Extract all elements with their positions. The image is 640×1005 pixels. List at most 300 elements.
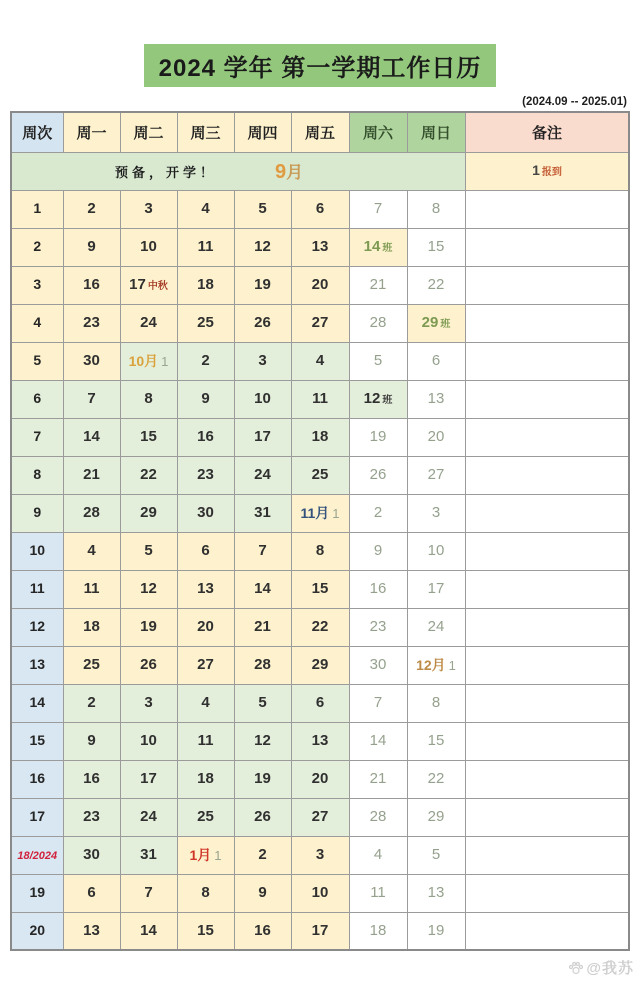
cell-text: 29 xyxy=(421,314,439,331)
cell-text: 18 xyxy=(197,276,214,293)
cell-text: 20 xyxy=(311,276,329,293)
cell-text: 6 xyxy=(315,200,325,217)
cell-text: 29 xyxy=(140,504,157,521)
remark-cell xyxy=(465,722,629,760)
day-cell xyxy=(407,760,465,798)
cell-text: 20 xyxy=(29,921,46,938)
week-number-cell xyxy=(11,798,63,836)
day-cell xyxy=(234,532,291,570)
day-cell xyxy=(234,760,291,798)
day-cell xyxy=(349,380,407,418)
day-cell xyxy=(63,836,120,874)
day-cell xyxy=(120,532,177,570)
cell-text: 11 xyxy=(312,390,328,407)
day-cell xyxy=(234,798,291,836)
header-week: 周次 xyxy=(11,112,63,152)
week-row-1 xyxy=(11,190,629,228)
day-cell xyxy=(349,722,407,760)
cell-text: 7 xyxy=(144,884,153,901)
week-row-13 xyxy=(11,646,629,684)
cell-text: 11 xyxy=(197,732,214,749)
cell-text: 3 xyxy=(33,276,42,292)
week-row-7 xyxy=(11,418,629,456)
cell-text: 4 xyxy=(373,846,383,863)
cell-text: 报到 xyxy=(541,167,562,178)
day-cell xyxy=(120,760,177,798)
cell-text: 5 xyxy=(258,694,267,711)
watermark xyxy=(568,957,634,978)
day-cell xyxy=(234,722,291,760)
week-row-10 xyxy=(11,532,629,570)
day-cell xyxy=(407,722,465,760)
day-cell xyxy=(349,228,407,266)
cell-text: 4 xyxy=(87,542,96,559)
day-cell xyxy=(177,304,234,342)
day-cell xyxy=(407,532,465,570)
cell-text: 9 xyxy=(33,504,42,520)
cell-text: 15 xyxy=(140,428,157,445)
day-cell xyxy=(177,570,234,608)
day-cell xyxy=(407,646,465,684)
cell-text: 23 xyxy=(369,618,387,635)
day-cell xyxy=(291,190,349,228)
day-cell xyxy=(120,494,177,532)
day-cell xyxy=(177,190,234,228)
day-cell xyxy=(177,456,234,494)
day-cell xyxy=(407,874,465,912)
day-cell xyxy=(349,304,407,342)
day-cell xyxy=(63,190,120,228)
cell-text: 7 xyxy=(87,390,96,407)
cell-text: 17 xyxy=(254,428,271,445)
remark-cell xyxy=(465,760,629,798)
day-cell xyxy=(234,874,291,912)
day-cell xyxy=(120,228,177,266)
day-cell xyxy=(120,722,177,760)
day-cell xyxy=(177,760,234,798)
week-number-cell xyxy=(11,912,63,950)
cell-text: 18 xyxy=(83,618,100,635)
week-number-cell xyxy=(11,836,63,874)
remark-cell xyxy=(465,494,629,532)
day-cell xyxy=(63,722,120,760)
day-cell xyxy=(407,494,465,532)
day-cell xyxy=(120,418,177,456)
cell-text: 中秋 xyxy=(147,281,168,292)
day-cell xyxy=(234,190,291,228)
day-cell xyxy=(407,836,465,874)
day-cell xyxy=(177,646,234,684)
cell-text: 9 xyxy=(258,884,267,901)
day-cell xyxy=(177,418,234,456)
cell-text: 8 xyxy=(431,200,441,217)
cell-text: 班 xyxy=(382,243,393,254)
cell-text: 8 xyxy=(144,390,153,407)
cell-text: 14 xyxy=(83,428,100,445)
cell-text: 11 xyxy=(29,580,45,596)
cell-text: 3 xyxy=(258,352,267,369)
day-cell xyxy=(63,684,120,722)
cell-text: 17 xyxy=(311,921,329,939)
day-cell xyxy=(120,798,177,836)
week-row-18 xyxy=(11,836,629,874)
header-day-5: 周五 xyxy=(291,112,349,152)
cell-text: 24 xyxy=(140,808,157,825)
cell-text: 1 xyxy=(214,848,222,863)
day-cell xyxy=(177,722,234,760)
cell-text: 10月 xyxy=(128,353,159,369)
cell-text: 23 xyxy=(83,808,100,825)
cell-text: 3 xyxy=(144,694,153,711)
day-cell xyxy=(349,684,407,722)
cell-text: 17 xyxy=(29,808,46,824)
cell-text: 14 xyxy=(369,732,387,749)
cell-text: 21 xyxy=(369,276,387,293)
cell-text: 21 xyxy=(369,770,387,787)
day-cell xyxy=(291,912,349,950)
cell-text: 9 xyxy=(87,732,96,749)
cell-text: 27 xyxy=(427,466,445,483)
cell-text: 26 xyxy=(140,656,157,673)
day-cell xyxy=(291,684,349,722)
week-row-11 xyxy=(11,570,629,608)
remark-cell xyxy=(465,304,629,342)
day-cell xyxy=(407,190,465,228)
cell-text: 19 xyxy=(29,884,46,900)
cell-text: 25 xyxy=(197,314,214,331)
week-row-3 xyxy=(11,266,629,304)
cell-text: 5 xyxy=(33,352,42,368)
day-cell xyxy=(63,342,120,380)
day-cell xyxy=(63,380,120,418)
cell-text: 27 xyxy=(311,808,329,825)
cell-text: 17 xyxy=(129,276,146,293)
remark-cell xyxy=(465,608,629,646)
day-cell xyxy=(349,418,407,456)
cell-text: 22 xyxy=(427,770,445,787)
week-row-15 xyxy=(11,722,629,760)
week-row-17 xyxy=(11,798,629,836)
day-cell xyxy=(177,912,234,950)
cell-text: 28 xyxy=(83,504,100,521)
cell-text: 15 xyxy=(29,732,46,748)
day-cell xyxy=(63,912,120,950)
cell-text: 30 xyxy=(83,846,100,863)
paw-icon xyxy=(568,960,584,976)
week-row-8 xyxy=(11,456,629,494)
cell-text: 7 xyxy=(258,542,267,559)
day-cell xyxy=(234,608,291,646)
week-number-cell xyxy=(11,722,63,760)
cell-text: 7 xyxy=(373,694,383,711)
week-row-20 xyxy=(11,912,629,950)
day-cell xyxy=(349,456,407,494)
day-cell xyxy=(63,608,120,646)
cell-text: 8 xyxy=(201,884,210,901)
cell-text: 2 xyxy=(33,238,42,254)
cell-text: 5 xyxy=(431,846,441,863)
cell-text: 13 xyxy=(427,390,445,407)
cell-text: 13 xyxy=(311,238,329,255)
cell-text: 22 xyxy=(427,276,445,293)
day-cell xyxy=(291,418,349,456)
cell-text: 13 xyxy=(83,921,100,939)
week-row-5 xyxy=(11,342,629,380)
cell-text: 5 xyxy=(373,352,383,369)
day-cell xyxy=(407,684,465,722)
day-cell xyxy=(349,608,407,646)
day-cell xyxy=(234,494,291,532)
cell-text: 28 xyxy=(254,656,271,673)
day-cell xyxy=(63,532,120,570)
cell-text: 23 xyxy=(83,314,100,331)
day-cell xyxy=(177,266,234,304)
week-row-4 xyxy=(11,304,629,342)
day-cell xyxy=(234,266,291,304)
remark-cell xyxy=(465,798,629,836)
cell-text: 25 xyxy=(83,656,100,673)
cell-text: 4 xyxy=(33,314,42,330)
day-cell xyxy=(177,342,234,380)
day-cell xyxy=(291,532,349,570)
month-label-september: 9月 xyxy=(275,161,304,183)
cell-text: 20 xyxy=(311,770,329,787)
cell-text: 2 xyxy=(201,352,210,369)
cell-text: 10 xyxy=(140,238,157,255)
remark-cell xyxy=(465,836,629,874)
day-cell xyxy=(177,532,234,570)
cell-text: 21 xyxy=(254,618,271,635)
cell-text: 15 xyxy=(427,732,445,749)
cell-text: 10 xyxy=(140,732,157,749)
cell-text: 25 xyxy=(311,466,329,483)
cell-text: 27 xyxy=(197,656,214,673)
cell-text: 26 xyxy=(254,314,271,331)
cell-text: 1 xyxy=(332,506,340,521)
cell-text: 26 xyxy=(369,466,387,483)
day-cell xyxy=(234,342,291,380)
cell-text: 6 xyxy=(201,542,210,559)
calendar-table xyxy=(10,111,630,951)
cell-text: 10 xyxy=(254,390,271,407)
day-cell xyxy=(234,570,291,608)
sunday-report-cell xyxy=(465,152,629,190)
cell-text: 8 xyxy=(33,466,42,482)
cell-text: 19 xyxy=(427,921,445,939)
remark-cell xyxy=(465,532,629,570)
cell-text: 12 xyxy=(363,390,381,407)
day-cell xyxy=(120,304,177,342)
cell-text: 13 xyxy=(29,656,46,672)
cell-text: 16 xyxy=(29,770,46,786)
day-cell xyxy=(63,760,120,798)
header-day-4: 周四 xyxy=(234,112,291,152)
cell-text: 4 xyxy=(201,200,210,217)
cell-text: 29 xyxy=(427,808,445,825)
day-cell xyxy=(234,836,291,874)
month-banner-row xyxy=(11,152,629,190)
day-cell xyxy=(120,646,177,684)
cell-text: 31 xyxy=(140,846,157,863)
day-cell xyxy=(349,494,407,532)
remark-cell xyxy=(465,684,629,722)
day-cell xyxy=(234,228,291,266)
day-cell xyxy=(177,228,234,266)
cell-text: 12 xyxy=(254,732,271,749)
day-cell xyxy=(234,456,291,494)
cell-text: 12 xyxy=(29,618,46,634)
day-cell xyxy=(63,570,120,608)
day-cell xyxy=(349,532,407,570)
cell-text: 30 xyxy=(197,504,214,521)
day-cell xyxy=(234,912,291,950)
date-range: (2024.09 -- 2025.01) xyxy=(522,96,627,108)
cell-text: 13 xyxy=(197,580,214,597)
day-cell xyxy=(291,380,349,418)
cell-text: 16 xyxy=(83,276,100,293)
day-cell xyxy=(349,798,407,836)
cell-text: 2 xyxy=(373,504,383,521)
day-cell xyxy=(63,494,120,532)
cell-text: 12月 xyxy=(416,657,446,673)
remark-cell xyxy=(465,380,629,418)
day-cell xyxy=(407,912,465,950)
remark-cell xyxy=(465,190,629,228)
day-cell xyxy=(291,494,349,532)
cell-text: 21 xyxy=(83,466,100,483)
week-number-cell xyxy=(11,228,63,266)
day-cell xyxy=(63,646,120,684)
day-cell xyxy=(234,304,291,342)
day-cell xyxy=(291,228,349,266)
day-cell xyxy=(349,646,407,684)
day-cell xyxy=(63,418,120,456)
cell-text: 12 xyxy=(140,580,157,597)
remark-cell xyxy=(465,418,629,456)
cell-text: 1月 xyxy=(189,847,212,863)
header-day-6: 周六 xyxy=(349,112,407,152)
cell-text: 17 xyxy=(140,770,157,787)
header-day-3: 周三 xyxy=(177,112,234,152)
day-cell xyxy=(120,874,177,912)
day-cell xyxy=(120,456,177,494)
cell-text: 16 xyxy=(197,428,214,445)
header-remark: 备注 xyxy=(465,112,629,152)
day-cell xyxy=(120,684,177,722)
cell-text: 7 xyxy=(373,200,383,217)
cell-text: 30 xyxy=(369,656,387,673)
week-number-cell xyxy=(11,760,63,798)
cell-text: 10 xyxy=(311,884,329,901)
day-cell xyxy=(177,798,234,836)
day-cell xyxy=(234,380,291,418)
week-number-cell xyxy=(11,190,63,228)
cell-text: 25 xyxy=(197,808,214,825)
week-row-6 xyxy=(11,380,629,418)
cell-text: 1 xyxy=(161,354,169,369)
day-cell xyxy=(349,836,407,874)
cell-text: 27 xyxy=(311,314,329,331)
cell-text: 2 xyxy=(258,846,267,863)
day-cell xyxy=(120,608,177,646)
day-cell xyxy=(349,874,407,912)
cell-text: 12 xyxy=(254,238,271,255)
cell-text: 3 xyxy=(315,846,325,863)
remark-cell xyxy=(465,570,629,608)
cell-text: 22 xyxy=(140,466,157,483)
day-cell xyxy=(407,608,465,646)
day-cell xyxy=(291,570,349,608)
day-cell xyxy=(349,912,407,950)
cell-text: 14 xyxy=(254,580,271,597)
cell-text: 19 xyxy=(369,428,387,445)
cell-text: 23 xyxy=(197,466,214,483)
day-cell xyxy=(63,456,120,494)
cell-text: 11月 xyxy=(300,505,330,521)
remark-cell xyxy=(465,456,629,494)
day-cell xyxy=(63,874,120,912)
day-cell xyxy=(349,266,407,304)
day-cell xyxy=(349,342,407,380)
cell-text: 11 xyxy=(83,580,100,597)
cell-text: 24 xyxy=(140,314,157,331)
remark-cell xyxy=(465,912,629,950)
week-number-cell xyxy=(11,608,63,646)
week-number-cell xyxy=(11,874,63,912)
cell-text: 13 xyxy=(311,732,329,749)
week-number-cell xyxy=(11,380,63,418)
cell-text: 3 xyxy=(431,504,441,521)
day-cell xyxy=(291,646,349,684)
cell-text: 1 xyxy=(532,162,540,178)
week-number-cell xyxy=(11,570,63,608)
cell-text: 2 xyxy=(87,200,96,217)
cell-text: 班 xyxy=(382,395,393,406)
week-number-cell xyxy=(11,646,63,684)
cell-text: 28 xyxy=(369,808,387,825)
week-row-2 xyxy=(11,228,629,266)
watermark-text: @我苏 xyxy=(586,960,634,977)
day-cell xyxy=(407,418,465,456)
cell-text: 17 xyxy=(427,580,445,597)
day-cell xyxy=(407,570,465,608)
cell-text: 30 xyxy=(83,352,100,369)
day-cell xyxy=(63,228,120,266)
day-cell xyxy=(177,608,234,646)
cell-text: 19 xyxy=(254,770,271,787)
day-cell xyxy=(63,266,120,304)
cell-text: 7 xyxy=(33,428,42,444)
cell-text: 19 xyxy=(140,618,157,635)
cell-text: 6 xyxy=(431,352,441,369)
cell-text: 班 xyxy=(440,319,451,330)
cell-text: 14 xyxy=(363,238,381,255)
header-row xyxy=(11,112,629,152)
cell-text: 6 xyxy=(315,694,325,711)
day-cell xyxy=(177,494,234,532)
cell-text: 14 xyxy=(29,694,46,710)
remark-cell xyxy=(465,228,629,266)
day-cell xyxy=(120,342,177,380)
cell-text: 2 xyxy=(87,694,96,711)
day-cell xyxy=(349,190,407,228)
cell-text: 26 xyxy=(254,808,271,825)
cell-text: 24 xyxy=(427,618,445,635)
day-cell xyxy=(291,836,349,874)
day-cell xyxy=(120,570,177,608)
cell-text: 11 xyxy=(370,884,386,901)
week-row-9 xyxy=(11,494,629,532)
